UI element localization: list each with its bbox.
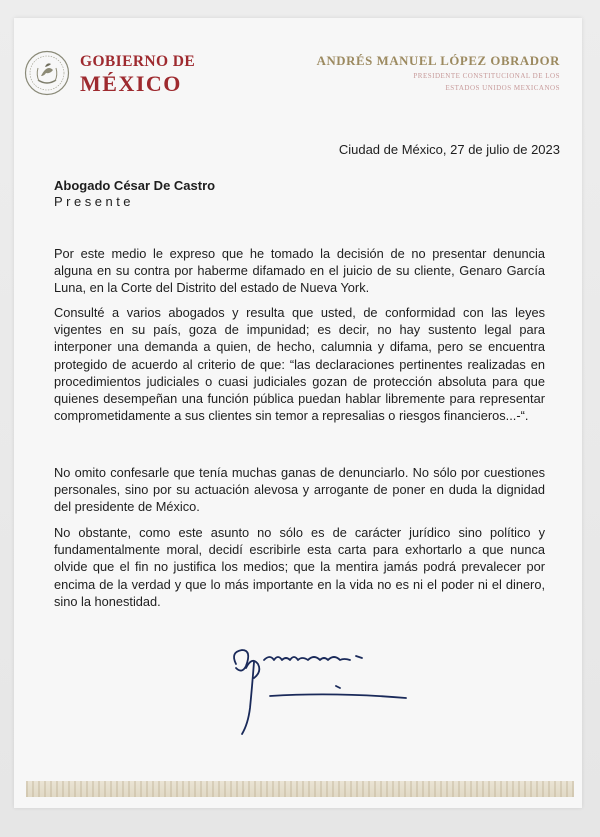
letter-salutation: Presente <box>54 194 135 209</box>
paragraph-3: No omito confesarle que tenía muchas ganas de denunciarlo. No sólo por cuestiones personales, sino por su actuación alevosa y arrogante de poner en duda la dignidad del presidente de México. <box>54 465 545 515</box>
president-role-line2: ESTADOS UNIDOS MEXICANOS <box>445 84 560 92</box>
paragraph-1: Por este medio le expreso que he tomado la decisión de no presentar denuncia alguna en su contra por haberme difamado en el juicio de su cliente, Genaro García Luna, en la Corte del Distrito del estado de Nueva York. <box>54 246 545 296</box>
letter-date: Ciudad de México, 27 de julio de 2023 <box>338 142 560 157</box>
president-letterhead <box>317 54 560 93</box>
gov-title-line2: MÉXICO <box>80 70 182 96</box>
mexico-coat-of-arms-icon <box>24 50 70 96</box>
government-logo-text <box>80 54 195 95</box>
handwritten-signature <box>224 638 424 738</box>
gov-title-line1: GOBIERNO DE <box>80 53 196 70</box>
president-name: ANDRÉS MANUEL LÓPEZ OBRADOR <box>316 54 560 68</box>
paragraph-2: Consulté a varios abogados y resulta que usted, de conformidad con las leyes vigentes en su país, goza de impunidad; es decir, no hay sustento legal para interponer una demanda a quien, de hecho, calumnia y difama, pero se encuentra protegido de acuerdo al criterio de que: “las declaraciones pertinentes realizadas en procedimientos judiciales o cuasi judiciales gozan de protección absoluta para que quienes desempeñan una función pública puedan hablar libremente para representar comprometidamente a sus clientes sin temor a represalias o riesgos financieros...-“. <box>54 305 545 424</box>
letter-addressee: Abogado César De Castro <box>54 178 216 193</box>
president-role-line1: PRESIDENTE CONSTITUCIONAL DE LOS <box>413 72 560 80</box>
paragraph-4: No obstante, como este asunto no sólo es de carácter jurídico sino político y fundamentalmente moral, decidí escribirle esta carta para exhortarlo a que nunca olvide que el fin no justifica los medios; que la mentira jamás podrá prevalecer por encima de la verdad y que lo más importante en la vida no es ni el poder ni el dinero, sino la honestidad. <box>54 525 545 609</box>
footer-decorative-band <box>26 781 574 797</box>
